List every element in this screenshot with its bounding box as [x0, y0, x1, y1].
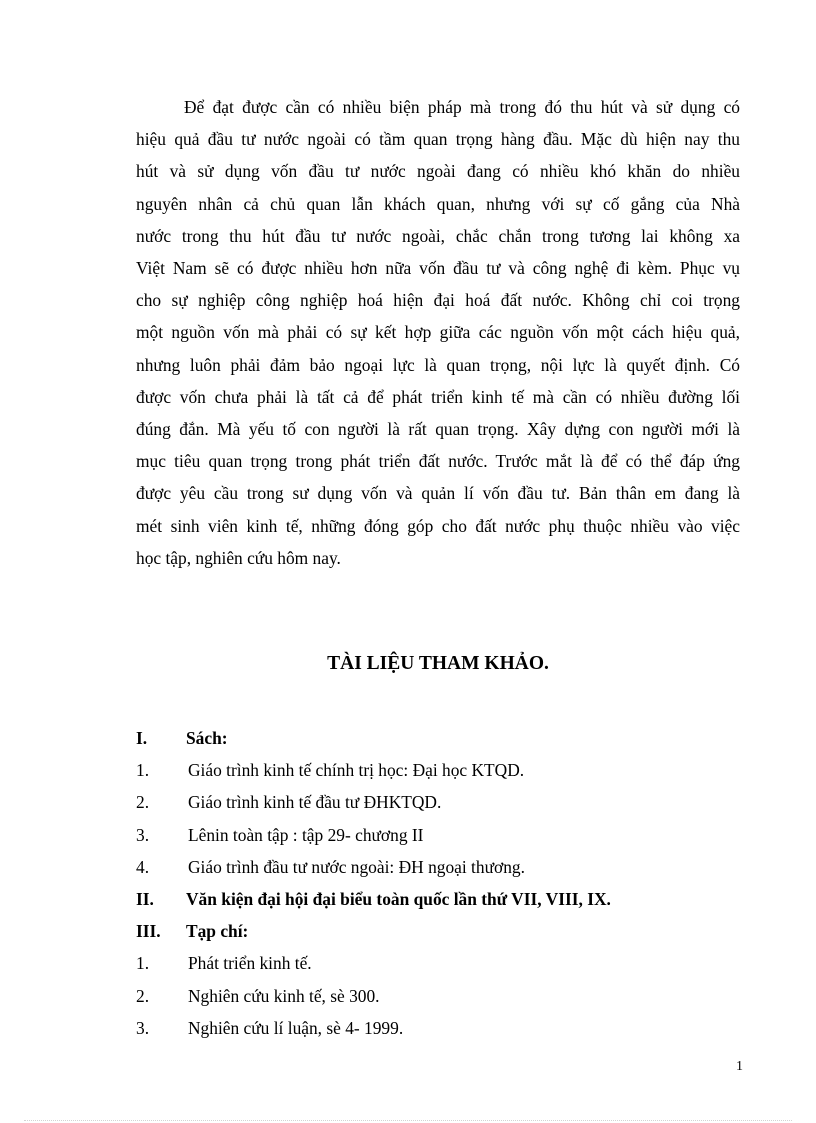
paragraph-line: được vốn chưa phải là tất cả để phát triển kinh tế mà cần có nhiều đường lối	[136, 386, 740, 407]
references-heading: TÀI LIỆU THAM KHẢO.	[327, 653, 549, 674]
paragraph-line: học tập, nghiên cứu hôm nay.	[136, 547, 341, 568]
reference-section	[136, 722, 740, 754]
reference-item	[136, 980, 740, 1012]
reference-text: Giáo trình kinh tế chính trị học: Đại học KTQD.	[188, 760, 525, 781]
reference-item	[136, 754, 740, 786]
reference-text: Sách:	[186, 728, 228, 748]
reference-item	[136, 1012, 740, 1044]
reference-text: Nghiên cứu lí luận, sè 4- 1999.	[188, 1017, 404, 1038]
reference-number: 1.	[136, 953, 150, 974]
reference-text: Phát triển kinh tế.	[188, 953, 312, 974]
paragraph-line: nước trong thu hút đầu tư nước ngoài, chắc chắn trong tương lai không xa	[136, 225, 740, 246]
reference-number: 4.	[136, 856, 150, 877]
reference-item	[136, 819, 740, 851]
paragraph-line: nhưng luôn phải đảm bảo ngoại lực là quan trọng, nội lực là quyết định. Có	[136, 354, 740, 375]
reference-number: II.	[136, 888, 154, 909]
paragraph-line: hiệu quả đầu tư nước ngoài có tầm quan trọng hàng đầu. Mặc dù hiện nay thu	[136, 129, 740, 150]
reference-text: Nghiên cứu kinh tế, sè 300.	[188, 985, 380, 1006]
reference-number: 3.	[136, 1017, 150, 1038]
reference-text: Giáo trình đầu tư nước ngoài: ĐH ngoại thương.	[188, 856, 525, 877]
references-list	[136, 722, 740, 1044]
paragraph-line: Việt Nam sẽ có được nhiều hơn nữa vốn đầu tư và công nghệ đi kèm. Phục vụ	[136, 258, 740, 279]
reference-text: Tạp chí:	[186, 921, 249, 942]
paragraph-line: mục tiêu quan trọng trong phát triển đất nước. Trước mắt là để có thể đáp ứng	[136, 451, 740, 472]
reference-text: Lênin toàn tập : tập 29- chương II	[188, 824, 424, 845]
reference-item	[136, 947, 740, 979]
reference-number: III.	[136, 921, 161, 942]
reference-section	[136, 883, 740, 915]
reference-item	[136, 851, 740, 883]
paragraph-line: được yêu cầu trong sư dụng vốn và quản lí vốn đầu tư. Bản thân em đang là	[136, 483, 740, 504]
reference-section	[136, 915, 740, 947]
paragraph-line: cho sự nghiệp công nghiệp hoá hiện đại hoá đất nước. Không chỉ coi trọng	[136, 290, 740, 311]
paragraph-line: mét sinh viên kinh tế, những đóng góp cho đất nước phụ thuộc nhiều vào việc	[136, 515, 740, 536]
reference-number: 2.	[136, 985, 150, 1006]
paragraph-line: một nguồn vốn mà phải có sự kết hợp giữa các nguồn vốn một cách hiệu quả,	[136, 322, 740, 343]
paragraph-line: Để đạt được cần có nhiều biện pháp mà trong đó thu hút và sử dụng có	[184, 97, 740, 117]
reference-number: 2.	[136, 792, 150, 813]
reference-text: Giáo trình kinh tế đầu tư ĐHKTQD.	[188, 792, 442, 813]
reference-number: I.	[136, 728, 148, 748]
paragraph-line: hút và sử dụng vốn đầu tư nước ngoài đang có nhiều khó khăn do nhiều	[136, 161, 740, 182]
reference-item	[136, 786, 740, 818]
conclusion-paragraph	[136, 91, 740, 574]
paragraph-line: đúng đắn. Mà yếu tố con người là rất quan trọng. Xây dựng con người mới là	[136, 419, 740, 440]
reference-text: Văn kiện đại hội đại biểu toàn quốc lần thứ VII, VIII, IX.	[186, 888, 611, 909]
reference-number: 1.	[136, 760, 150, 781]
reference-number: 3.	[136, 824, 150, 845]
page-number: 1	[736, 1059, 743, 1074]
paragraph-line: nguyên nhân cả chủ quan lẫn khách quan, nhưng với sự cố gắng của Nhà	[136, 193, 740, 214]
page-bottom-divider	[24, 1120, 792, 1121]
